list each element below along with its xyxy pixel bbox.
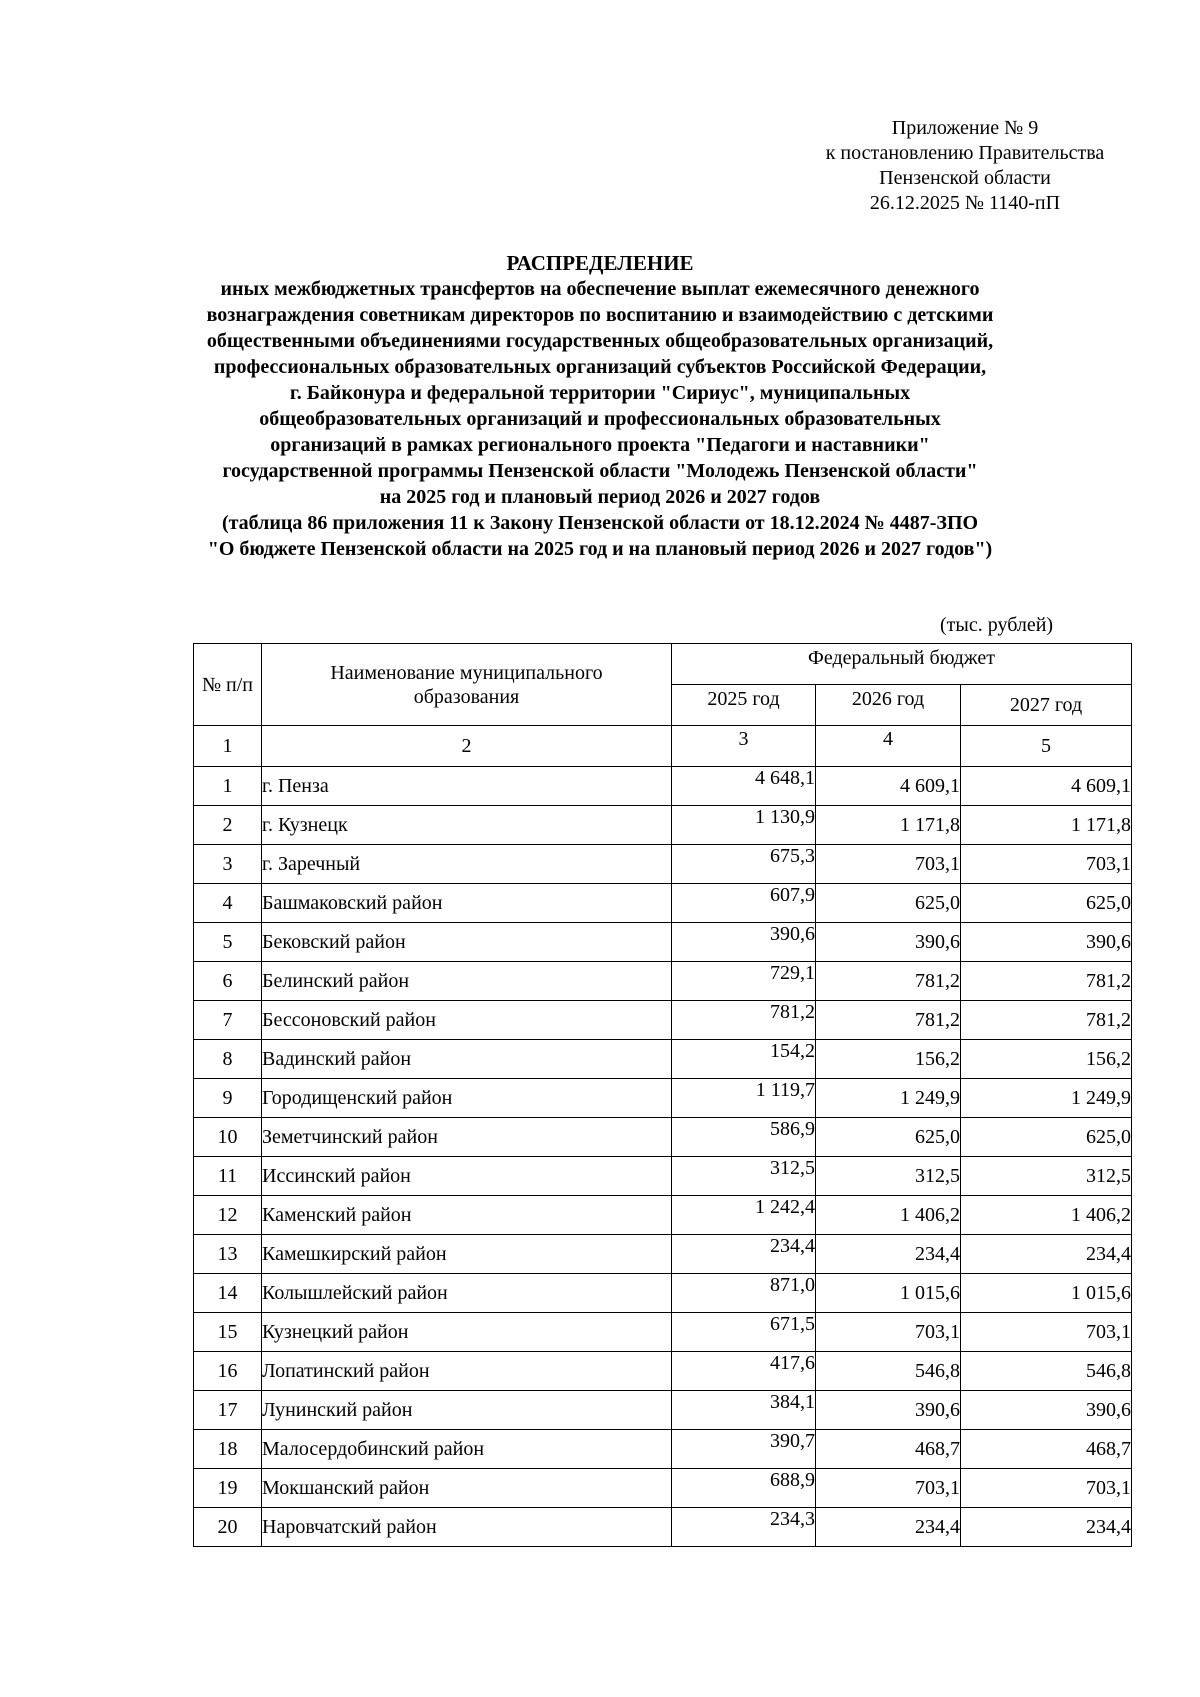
- table-row: [194, 1469, 1132, 1508]
- cell-2027: 156,2: [961, 1040, 1132, 1079]
- column-number: 3: [672, 726, 816, 767]
- cell-2026: 1 249,9: [816, 1079, 961, 1118]
- cell-municipality: Малосердобинский район: [262, 1430, 672, 1469]
- cell-municipality: Каменский район: [262, 1196, 672, 1235]
- title-line: общественными объединениями государственных общеобразовательных организаций,: [206, 330, 994, 352]
- cell-2027: 1 249,9: [961, 1079, 1132, 1118]
- table-row: [194, 1001, 1132, 1040]
- cell-2025: 234,4: [672, 1235, 816, 1274]
- cell-2025: 671,5: [672, 1313, 816, 1352]
- table-row: [194, 1508, 1132, 1547]
- document-title: [150, 250, 1050, 562]
- title-line: "О бюджете Пензенской области на 2025 год и на плановый период 2026 и 2027 годов"): [207, 538, 993, 560]
- cell-municipality: Иссинский район: [262, 1157, 672, 1196]
- table-row: [194, 884, 1132, 923]
- cell-municipality: Кузнецкий район: [262, 1313, 672, 1352]
- table-row: [194, 845, 1132, 884]
- cell-2026: 546,8: [816, 1352, 961, 1391]
- header-2027: 2027 год: [961, 685, 1132, 726]
- header-federal-budget: Федеральный бюджет: [672, 644, 1132, 685]
- table-row: [194, 1196, 1132, 1235]
- cell-2027: 390,6: [961, 923, 1132, 962]
- cell-municipality: Колышлейский район: [262, 1274, 672, 1313]
- cell-municipality: Земетчинский район: [262, 1118, 672, 1157]
- cell-num: 18: [194, 1430, 262, 1469]
- table-row: [194, 1430, 1132, 1469]
- table-row: [194, 1040, 1132, 1079]
- cell-2027: 1 406,2: [961, 1196, 1132, 1235]
- cell-num: 4: [194, 884, 262, 923]
- cell-2025: 390,6: [672, 923, 816, 962]
- header-num: № п/п: [194, 644, 262, 726]
- table-row: [194, 923, 1132, 962]
- cell-2026: 781,2: [816, 1001, 961, 1040]
- cell-2027: 1 171,8: [961, 806, 1132, 845]
- title-line: (таблица 86 приложения 11 к Закону Пензенской области от 18.12.2024 № 4487-ЗПО: [221, 512, 979, 534]
- cell-2027: 546,8: [961, 1352, 1132, 1391]
- cell-2025: 781,2: [672, 1001, 816, 1040]
- cell-2027: 468,7: [961, 1430, 1132, 1469]
- cell-2026: 1 015,6: [816, 1274, 961, 1313]
- cell-2025: 1 130,9: [672, 806, 816, 845]
- cell-2025: 1 119,7: [672, 1079, 816, 1118]
- cell-2027: 703,1: [961, 1313, 1132, 1352]
- distribution-table: [193, 643, 1132, 1547]
- appendix-region: Пензенской области: [879, 167, 1051, 189]
- table-row: [194, 1079, 1132, 1118]
- cell-2026: 1 406,2: [816, 1196, 961, 1235]
- cell-2027: 781,2: [961, 962, 1132, 1001]
- cell-2025: 384,1: [672, 1391, 816, 1430]
- cell-municipality: Бессоновский район: [262, 1001, 672, 1040]
- cell-2025: 675,3: [672, 845, 816, 884]
- cell-2027: 625,0: [961, 1118, 1132, 1157]
- cell-2025: 607,9: [672, 884, 816, 923]
- cell-2027: 390,6: [961, 1391, 1132, 1430]
- cell-municipality: Бековский район: [262, 923, 672, 962]
- cell-2026: 625,0: [816, 884, 961, 923]
- cell-num: 7: [194, 1001, 262, 1040]
- cell-num: 9: [194, 1079, 262, 1118]
- cell-num: 14: [194, 1274, 262, 1313]
- cell-num: 5: [194, 923, 262, 962]
- cell-2026: 390,6: [816, 1391, 961, 1430]
- title-line: на 2025 год и плановый период 2026 и 2027 годов: [379, 486, 821, 508]
- table-row: [194, 1313, 1132, 1352]
- cell-municipality: Городищенский район: [262, 1079, 672, 1118]
- cell-2025: 390,7: [672, 1430, 816, 1469]
- table-row: [194, 1391, 1132, 1430]
- cell-2026: 703,1: [816, 845, 961, 884]
- cell-2027: 1 015,6: [961, 1274, 1132, 1313]
- cell-2027: 234,4: [961, 1235, 1132, 1274]
- cell-2026: 468,7: [816, 1430, 961, 1469]
- header-2026: 2026 год: [816, 685, 961, 726]
- cell-2025: 1 242,4: [672, 1196, 816, 1235]
- table-row: [194, 1157, 1132, 1196]
- cell-2025: 688,9: [672, 1469, 816, 1508]
- cell-num: 8: [194, 1040, 262, 1079]
- column-number: 4: [816, 726, 961, 767]
- table-row: [194, 806, 1132, 845]
- cell-2026: 703,1: [816, 1469, 961, 1508]
- cell-num: 20: [194, 1508, 262, 1547]
- appendix-date-number: 26.12.2025 № 1140-пП: [869, 192, 1061, 214]
- cell-2026: 156,2: [816, 1040, 961, 1079]
- cell-num: 10: [194, 1118, 262, 1157]
- table-row: [194, 1274, 1132, 1313]
- cell-num: 19: [194, 1469, 262, 1508]
- cell-municipality: г. Кузнецк: [262, 806, 672, 845]
- cell-2025: 417,6: [672, 1352, 816, 1391]
- cell-municipality: Камешкирский район: [262, 1235, 672, 1274]
- cell-num: 13: [194, 1235, 262, 1274]
- title-line: вознаграждения советникам директоров по воспитанию и взаимодействию с детскими: [206, 304, 994, 326]
- cell-2027: 703,1: [961, 1469, 1132, 1508]
- cell-2026: 1 171,8: [816, 806, 961, 845]
- cell-2025: 4 648,1: [672, 767, 816, 806]
- table-row: [194, 1118, 1132, 1157]
- units-label: (тыс. рублей): [940, 614, 1054, 636]
- cell-num: 11: [194, 1157, 262, 1196]
- cell-num: 17: [194, 1391, 262, 1430]
- cell-2027: 234,4: [961, 1508, 1132, 1547]
- cell-2027: 312,5: [961, 1157, 1132, 1196]
- column-number: 2: [262, 726, 672, 767]
- cell-municipality: Лопатинский район: [262, 1352, 672, 1391]
- header-2025: 2025 год: [672, 685, 816, 726]
- title-line: г. Байконура и федеральной территории "Сириус", муниципальных: [289, 382, 911, 404]
- table-body: [194, 767, 1132, 1547]
- cell-2026: 781,2: [816, 962, 961, 1001]
- column-number: 5: [961, 726, 1132, 767]
- title-line: организаций в рамках регионального проекта "Педагоги и наставники": [270, 434, 930, 456]
- title-line: иных межбюджетных трансфертов на обеспечение выплат ежемесячного денежного: [220, 278, 980, 300]
- cell-2026: 625,0: [816, 1118, 961, 1157]
- cell-num: 16: [194, 1352, 262, 1391]
- cell-municipality: г. Пенза: [262, 767, 672, 806]
- title-line: государственной программы Пензенской области "Молодежь Пензенской области": [222, 460, 978, 482]
- cell-2026: 703,1: [816, 1313, 961, 1352]
- cell-2025: 154,2: [672, 1040, 816, 1079]
- table-row: [194, 1235, 1132, 1274]
- cell-num: 15: [194, 1313, 262, 1352]
- cell-2027: 625,0: [961, 884, 1132, 923]
- cell-2027: 703,1: [961, 845, 1132, 884]
- cell-2026: 234,4: [816, 1508, 961, 1547]
- cell-num: 3: [194, 845, 262, 884]
- cell-num: 6: [194, 962, 262, 1001]
- cell-municipality: Вадинский район: [262, 1040, 672, 1079]
- header-name: Наименование муниципального образования: [262, 644, 672, 726]
- appendix-resolution-ref: к постановлению Правительства: [825, 142, 1105, 164]
- cell-num: 12: [194, 1196, 262, 1235]
- cell-num: 1: [194, 767, 262, 806]
- table-row: [194, 962, 1132, 1001]
- cell-municipality: Белинский район: [262, 962, 672, 1001]
- column-number: 1: [194, 726, 262, 767]
- cell-2026: 312,5: [816, 1157, 961, 1196]
- appendix-block: [790, 116, 1140, 216]
- cell-2025: 729,1: [672, 962, 816, 1001]
- cell-2026: 390,6: [816, 923, 961, 962]
- cell-2026: 234,4: [816, 1235, 961, 1274]
- table-row: [194, 767, 1132, 806]
- cell-municipality: Мокшанский район: [262, 1469, 672, 1508]
- appendix-number: Приложение № 9: [891, 117, 1039, 139]
- cell-2025: 234,3: [672, 1508, 816, 1547]
- cell-2025: 312,5: [672, 1157, 816, 1196]
- cell-2025: 586,9: [672, 1118, 816, 1157]
- title-line: общеобразовательных организаций и профессиональных образовательных: [259, 408, 941, 430]
- table-row: [194, 1352, 1132, 1391]
- cell-2026: 4 609,1: [816, 767, 961, 806]
- cell-2025: 871,0: [672, 1274, 816, 1313]
- cell-2027: 4 609,1: [961, 767, 1132, 806]
- column-number-row: [194, 726, 1132, 767]
- cell-municipality: Башмаковский район: [262, 884, 672, 923]
- cell-municipality: г. Заречный: [262, 845, 672, 884]
- cell-municipality: Лунинский район: [262, 1391, 672, 1430]
- cell-num: 2: [194, 806, 262, 845]
- title-line: профессиональных образовательных организаций субъектов Российской Федерации,: [213, 356, 987, 378]
- title-main: РАСПРЕДЕЛЕНИЕ: [506, 251, 694, 275]
- cell-2027: 781,2: [961, 1001, 1132, 1040]
- cell-municipality: Наровчатский район: [262, 1508, 672, 1547]
